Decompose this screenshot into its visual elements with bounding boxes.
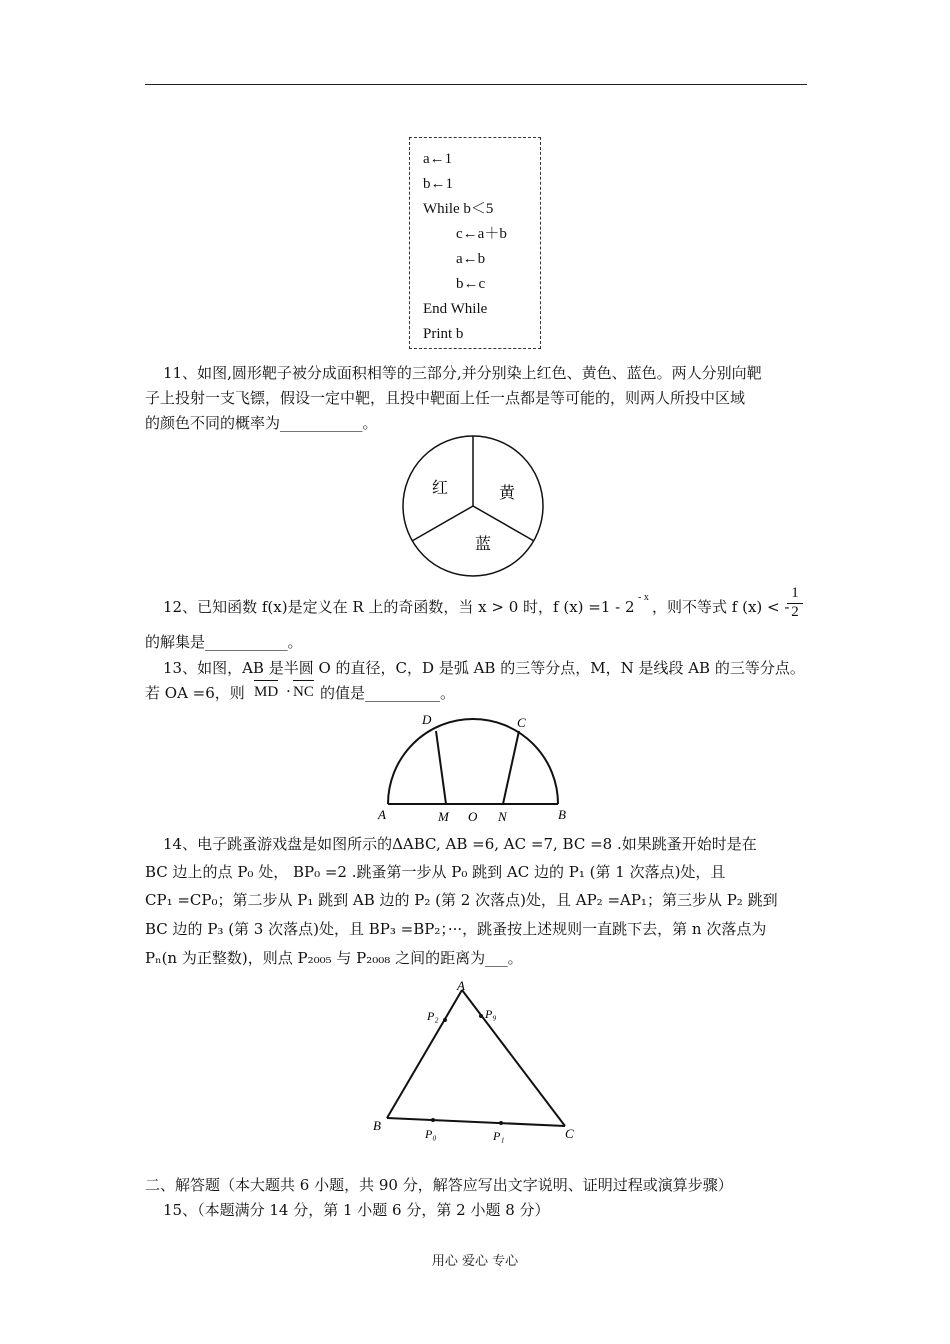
point-p2-dot bbox=[443, 1018, 447, 1022]
frac-num: 1 bbox=[791, 585, 799, 601]
side-ac bbox=[462, 990, 565, 1126]
point-m: M bbox=[438, 809, 449, 824]
side-ab bbox=[387, 990, 462, 1118]
point-p1-dot bbox=[499, 1121, 503, 1125]
q12-line2: 的解集是___________。 bbox=[145, 633, 303, 651]
point-o: O bbox=[468, 809, 478, 824]
point-p9-dot bbox=[479, 1014, 483, 1018]
point-d: D bbox=[422, 712, 432, 727]
side-bc bbox=[387, 1118, 565, 1126]
label-p2: P₂ bbox=[427, 1009, 439, 1023]
vec-md: MD bbox=[254, 680, 278, 701]
dot-product: · bbox=[286, 682, 291, 700]
point-c: C bbox=[517, 715, 526, 730]
label-blue: 蓝 bbox=[475, 534, 492, 553]
triangle-figure bbox=[365, 978, 590, 1146]
q14-line2: BC 边上的点 P₀ 处， BP₀ =2 .跳蚤第一步从 P₀ 跳到 AC 边的 P₁ (第 1 次落点)处，且 bbox=[145, 863, 726, 881]
q12-line1b: ，则不等式 f (x) < - bbox=[652, 598, 790, 616]
vertex-b: B bbox=[373, 1118, 381, 1133]
q11-line3: 的颜色不同的概率为___________。 bbox=[145, 414, 378, 432]
q12-exp: - x bbox=[638, 592, 649, 603]
code-line: Print b bbox=[423, 326, 464, 342]
code-line: a←b bbox=[456, 251, 486, 267]
frac-den: 2 bbox=[787, 603, 803, 621]
q13-line1: 13、如图，AB 是半圆 O 的直径，C，D 是弧 AB 的三等分点，M，N 是线段 AB 的三等分点。 bbox=[163, 659, 805, 677]
header-rule bbox=[145, 84, 807, 85]
q14-line4: BC 边的 P₃ (第 3 次落点)处，且 BP₃ =BP₂；···，跳蚤按上述规则一直跳下去，第 n 次落点为 bbox=[145, 920, 767, 938]
label-yellow: 黄 bbox=[499, 483, 516, 502]
code-line: End While bbox=[423, 301, 488, 317]
code-line: c←a＋b bbox=[456, 226, 507, 242]
point-b: B bbox=[558, 807, 566, 822]
label-red: 红 bbox=[432, 478, 449, 497]
point-n: N bbox=[498, 809, 507, 824]
code-line: b←1 bbox=[423, 176, 453, 192]
vertex-c: C bbox=[565, 1126, 574, 1141]
vec-nc: NC bbox=[293, 680, 314, 701]
code-line: a←1 bbox=[423, 151, 453, 167]
point-p0-dot bbox=[431, 1118, 435, 1122]
code-line: b←c bbox=[456, 276, 486, 292]
semicircle-arc bbox=[388, 719, 558, 804]
code-box bbox=[409, 137, 541, 349]
semicircle-figure bbox=[370, 707, 580, 825]
point-a: A bbox=[378, 807, 386, 822]
page-footer: 用心 爱心 专心 bbox=[431, 1254, 519, 1269]
divider-line bbox=[412, 506, 473, 541]
q12-frac bbox=[787, 585, 803, 621]
q11-line2: 子上投射一支飞镖，假设一定中靶，且投中靶面上任一点都是等可能的，则两人所投中区域 bbox=[145, 389, 746, 407]
label-p1: P₁ bbox=[493, 1129, 505, 1143]
q12-line1a: 12、已知函数 f(x)是定义在 R 上的奇函数，当 x > 0 时，f (x) =1 - 2 bbox=[163, 598, 635, 616]
code-line: While b＜5 bbox=[423, 201, 494, 217]
vertex-a: A bbox=[457, 978, 465, 993]
q13-line2b: 的值是__________。 bbox=[320, 684, 456, 702]
segment-md bbox=[436, 731, 446, 804]
q14-line1: 14、电子跳蚤游戏盘是如图所示的ΔABC, AB =6, AC =7, BC =8 .如果跳蚤开始时是在 bbox=[163, 835, 757, 853]
q14-line5: Pₙ(n 为正整数)，则点 P₂₀₀₅ 与 P₂₀₀₈ 之间的距离为___。 bbox=[145, 949, 523, 967]
q13-line2a: 若 OA =6，则 bbox=[145, 684, 245, 702]
target-figure bbox=[398, 430, 550, 582]
section2-heading: 二、解答题（本大题共 6 小题，共 90 分，解答应写出文字说明、证明过程或演算步骤） bbox=[145, 1176, 733, 1194]
segment-nc bbox=[503, 731, 519, 804]
label-p0: P₀ bbox=[425, 1127, 437, 1141]
label-p9: P₉ bbox=[485, 1007, 497, 1021]
q14-line3: CP₁ =CP₀；第二步从 P₁ 跳到 AB 边的 P₂ (第 2 次落点)处，且 AP₂ =AP₁；第三步从 P₂ 跳到 bbox=[145, 891, 778, 909]
q11-line1: 11、如图,圆形靶子被分成面积相等的三部分,并分别染上红色、黄色、蓝色。两人分别向靶 bbox=[163, 364, 762, 382]
q15-heading: 15、（本题满分 14 分，第 1 小题 6 分，第 2 小题 8 分） bbox=[163, 1201, 550, 1219]
